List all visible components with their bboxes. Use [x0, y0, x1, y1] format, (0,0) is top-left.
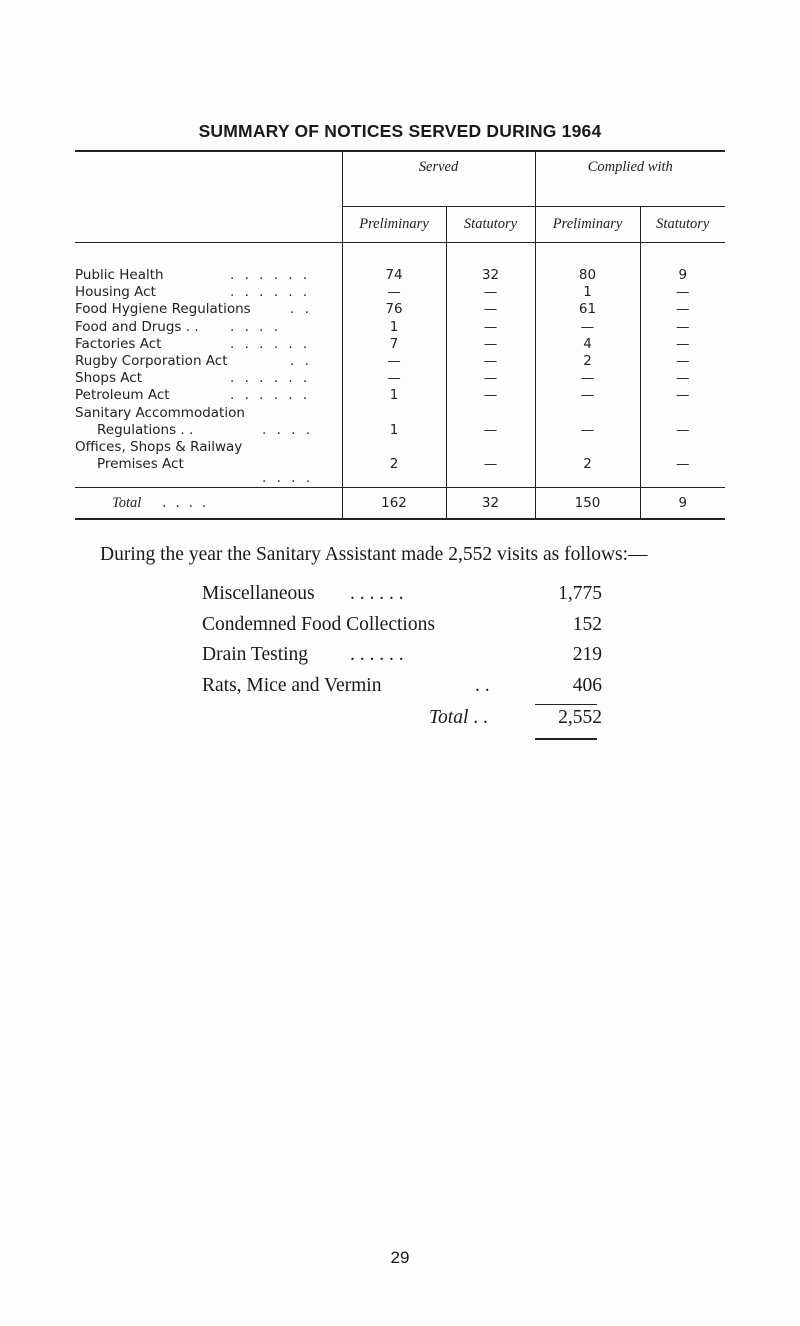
visits-total-row [202, 707, 602, 733]
table-row [75, 405, 725, 439]
table-row [75, 336, 725, 353]
row-value: 1 [535, 284, 640, 301]
total-served-preliminary: 162 [342, 488, 446, 520]
total-leader-dots: . . . . [162, 494, 210, 511]
leader-dots: . . . . . . [230, 370, 311, 387]
row-value: — [342, 284, 446, 301]
notices-table [75, 150, 725, 520]
row-value: 2 [535, 439, 640, 488]
page-title: SUMMARY OF NOTICES SERVED DURING 1964 [198, 121, 602, 141]
total-complied-statutory: 9 [640, 488, 725, 520]
served-statutory-header: Statutory [446, 207, 535, 243]
leader-dots: . . [290, 353, 312, 370]
visits-total-value: 2,552 [558, 707, 602, 728]
row-value: — [446, 439, 535, 488]
leader-dots: . . . . [262, 421, 314, 438]
row-value: — [446, 353, 535, 370]
leader-dots: . . [290, 301, 312, 318]
row-value: — [535, 319, 640, 336]
row-label [75, 336, 342, 353]
subtotal-rule [535, 704, 597, 705]
visit-value: 406 [572, 674, 602, 696]
complied-preliminary-header: Preliminary [535, 207, 640, 243]
label-text: Public Health [75, 267, 164, 283]
visit-item-drain-testing [202, 644, 602, 675]
row-label [75, 405, 342, 439]
label-text: Food and Drugs . . [75, 318, 199, 335]
row-value: — [640, 353, 725, 370]
row-value: — [640, 405, 725, 439]
row-value: 9 [640, 243, 725, 285]
table-row [75, 301, 725, 318]
row-value: — [640, 284, 725, 301]
row-value: — [446, 284, 535, 301]
total-served-statutory: 32 [446, 488, 535, 520]
row-value: — [446, 301, 535, 318]
row-value: 1 [342, 387, 446, 404]
label-text: Sanitary Accommodation [75, 404, 245, 421]
label-text: Housing Act [75, 284, 156, 301]
label-text-cont: Premises Act [97, 456, 184, 473]
visit-label: Drain Testing [202, 644, 309, 665]
table-row [75, 243, 725, 285]
label-text: Food Hygiene Regulations [75, 301, 251, 318]
label-text: Factories Act [75, 335, 162, 352]
complied-with-header: Complied with [535, 151, 725, 207]
table-row [75, 387, 725, 404]
total-label-cell [75, 488, 342, 520]
visit-leader-dots: . . . . . . [350, 583, 404, 604]
row-label [75, 439, 342, 488]
row-value: 1 [342, 319, 446, 336]
leader-dots: . . . . . . [230, 284, 311, 301]
row-label [75, 243, 342, 285]
visits-total-label: Total . . [429, 707, 488, 728]
row-value: — [640, 387, 725, 404]
total-row [75, 488, 725, 520]
page-number: 29 [390, 1248, 410, 1267]
row-label [75, 284, 342, 301]
row-label [75, 319, 342, 336]
row-label [75, 370, 342, 387]
row-value: — [535, 387, 640, 404]
visit-leader-dots: . . . . . . [350, 644, 404, 665]
total-label: Total [112, 494, 142, 511]
complied-statutory-header: Statutory [640, 207, 725, 243]
row-value: 76 [342, 301, 446, 318]
row-value: — [640, 319, 725, 336]
leader-dots: . . . . [262, 470, 314, 487]
total-double-rule [535, 738, 597, 740]
row-value: — [446, 405, 535, 439]
row-label [75, 353, 342, 370]
visit-item-condemned-food [202, 614, 602, 645]
visit-value: 1,775 [558, 583, 602, 604]
label-text: Shops Act [75, 370, 142, 387]
label-text: Offices, Shops & Railway [75, 439, 243, 456]
row-value: — [640, 370, 725, 387]
visit-leader-dots: . . [475, 674, 490, 696]
visits-list [202, 583, 602, 705]
visit-item-miscellaneous [202, 583, 602, 614]
row-value: — [640, 336, 725, 353]
served-preliminary-header: Preliminary [342, 207, 446, 243]
row-value: — [535, 405, 640, 439]
label-text-cont: Regulations . . [97, 421, 194, 438]
row-value: — [640, 301, 725, 318]
row-value: — [535, 370, 640, 387]
row-value: — [446, 319, 535, 336]
visit-label: Condemned Food Collections [202, 613, 435, 635]
row-value: 4 [535, 336, 640, 353]
leader-dots: . . . . . . [230, 335, 311, 352]
table-row [75, 370, 725, 387]
leader-dots: . . . . [230, 318, 282, 335]
visit-value: 152 [572, 613, 602, 635]
row-label [75, 387, 342, 404]
row-value: — [446, 387, 535, 404]
row-value: 2 [342, 439, 446, 488]
row-value: — [446, 370, 535, 387]
row-value: — [342, 353, 446, 370]
row-value: 2 [535, 353, 640, 370]
visit-value: 219 [572, 644, 602, 665]
label-text: Rugby Corporation Act [75, 353, 228, 370]
total-complied-preliminary: 150 [535, 488, 640, 520]
visit-label: Rats, Mice and Vermin [202, 674, 382, 696]
row-value: — [446, 336, 535, 353]
visits-intro: During the year the Sanitary Assistant made 2,552 visits as follows:— [100, 544, 648, 565]
table-corner-lower [75, 207, 342, 243]
row-value: 1 [342, 405, 446, 439]
row-value: 7 [342, 336, 446, 353]
table-row [75, 439, 725, 488]
table-row [75, 319, 725, 336]
table-row [75, 284, 725, 301]
row-value: 32 [446, 243, 535, 285]
row-label [75, 301, 342, 318]
leader-dots: . . . . . . [230, 387, 311, 404]
served-header: Served [342, 151, 535, 207]
leader-dots: . . . . . . [230, 267, 311, 283]
row-value: 61 [535, 301, 640, 318]
table-corner [75, 151, 342, 207]
row-value: — [640, 439, 725, 488]
table-row [75, 353, 725, 370]
visit-label: Miscellaneous [202, 583, 315, 604]
row-value: — [342, 370, 446, 387]
row-value: 80 [535, 243, 640, 285]
label-text: Petroleum Act [75, 387, 170, 404]
visit-item-rats-mice-vermin [202, 675, 602, 706]
row-value: 74 [342, 243, 446, 285]
